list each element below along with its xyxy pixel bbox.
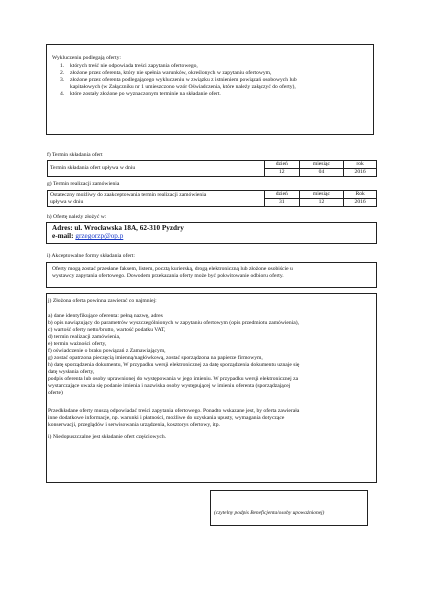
offer-content-line: e) termin ważności oferty,	[48, 341, 107, 347]
additional-info-line: Przedkładane oferty muszą odpowiadać treści zapytania ofertowego. Ponadto wskazane jest, by oferta zawierała	[48, 408, 300, 414]
exclusion-item	[60, 63, 297, 70]
submission-forms-line-2: wystawcy zapytania ofertowego. Dowodem przekazania oferty może być pokwitowanie odbioru oferty.	[52, 273, 284, 279]
completion-label-line-1: Ostateczny możliwy do zaakceptowania termin realizacji zamówienia	[50, 192, 207, 198]
offer-content-line: podpis oferenta lub osoby uprawnionej do występowania w jego imieniu. W przypadku wersji elektronicznej za	[48, 376, 299, 382]
exclusion-item-text: złożone przez oferenta, który nie spełnia warunków, określonych w zapytaniu ofertowym,	[70, 69, 272, 76]
submission-month: 04	[299, 169, 344, 177]
offer-content-line: h) datę sporządzenia dokumentu, W przypadku wersji elektronicznej za datę sporządzenia dokumentu uznaje się	[48, 362, 300, 368]
offer-content-line: oferte)	[48, 390, 63, 396]
exclusion-item	[60, 77, 297, 91]
offer-content-line: a) dane identyfikujące oferenta: pełną nazwę, adres	[48, 313, 163, 319]
col-year-header: rok	[344, 161, 377, 169]
section-f-heading: f) Termin składania ofert	[47, 152, 103, 158]
exclusion-item	[60, 70, 297, 77]
completion-day: 31	[265, 199, 300, 207]
completion-month: 12	[299, 199, 344, 207]
address-block	[52, 224, 184, 240]
offer-content-line: c) wartość oferty netto/brutto, wartość podatku VAT,	[48, 327, 166, 333]
exclusion-item-number: 2.	[60, 69, 65, 76]
col-month-header: miesiąc	[299, 161, 344, 169]
exclusion-item-text: których treść nie odpowiada treści zapytania ofertowego,	[70, 63, 198, 69]
signature-caption: (czytelny podpis Beneficjenta/osoby upoważnionej)	[214, 510, 325, 516]
offer-content-line: f) oświadczenie o braku powiązań z Zamawiającym,	[48, 348, 166, 354]
completion-deadline-table	[47, 190, 377, 207]
address-line: Adres: ul. Wrocławska 18A, 62-310 Pyzdry	[52, 224, 184, 232]
exclusion-item-number: 1.	[60, 63, 65, 69]
submission-deadline-table	[47, 160, 377, 177]
submission-day: 12	[265, 169, 300, 177]
additional-info-line: inne dodatkowe informacje, np. warunki i płatności, możliwe do uzyskania upusty, wymagania dotyczące	[48, 415, 285, 421]
signature-box	[210, 490, 368, 526]
offer-content-list	[48, 313, 299, 397]
submission-forms-line-1: Oferty mogą zostać przesłane faksem, listem, pocztą kurierską, drogą elektroniczną lub złożone osobiście u	[52, 266, 293, 272]
completion-deadline-label	[48, 191, 265, 207]
offer-content-line: d) termin realizacji zamówienia,	[48, 334, 121, 340]
email-label: e-mail:	[52, 232, 76, 241]
exclusion-list	[60, 63, 297, 98]
submission-deadline-label: Termin składania ofert upływa w dniu	[48, 161, 265, 177]
email-link[interactable]: grzegorzp@op.p	[75, 232, 124, 241]
col-day-header: dzień	[265, 191, 300, 199]
additional-info-text	[48, 408, 299, 429]
submission-year: 2016	[344, 169, 377, 177]
offer-content-line: b) opis nawiązujący do parametrów wyszczególnionych w zapytaniu ofertowym (opis przedmiotu zamówienia),	[48, 320, 300, 326]
exclusion-item-text: złożone przez oferenta podlegającego wykluczeniu w związku z istnieniem powiązań osobowych lub	[70, 76, 297, 83]
partial-offers-note: i) Niedopuszczalne jest składanie ofert częściowych.	[48, 434, 167, 440]
email-line	[52, 232, 184, 240]
offer-content-line: datę wysłania oferty,	[48, 369, 95, 375]
section-i-heading: i) Akceptowalne formy składania ofert:	[47, 253, 135, 259]
col-year-header: Rok	[344, 191, 377, 199]
exclusion-item-text: które zostały złożone po wyznaczonym terminie na składanie ofert.	[70, 90, 221, 97]
exclusion-item-number: 3.	[60, 76, 65, 83]
exclusion-item-number: 4.	[60, 90, 65, 97]
exclusion-item-text: kapitałowych (w Załączniku nr 1 umieszczono wzór Oświadczenia, które należy załączyć do oferty),	[70, 83, 296, 90]
completion-year: 2016	[344, 199, 377, 207]
additional-info-line: konserwacji, przeglądów i serwisowania urządzenia, kosztorys ofertowy, itp.	[48, 422, 220, 428]
submission-forms-text	[52, 266, 293, 280]
col-month-header: miesiąc	[299, 191, 344, 199]
section-j-heading: j) Złożona oferta powinna zawierać co najmniej:	[48, 298, 157, 304]
col-day-header: dzień	[265, 161, 300, 169]
offer-content-line: g) zostać opatrzona pieczęcią imienną/nagłówkową, zostać sporządzona na papierze firmowym,	[48, 355, 263, 361]
offer-content-line: wystarczające uważa się podanie imienia i nazwiska osoby występującej w imieniu oferenta (sporządzającej	[48, 383, 291, 389]
exclusion-item	[60, 91, 297, 98]
section-h-heading: h) Ofertę należy złożyć w:	[47, 214, 107, 220]
exclusion-intro: Wykluczeniu podlegają oferty:	[52, 55, 121, 61]
completion-label-line-2: upływa w dniu	[50, 198, 84, 205]
section-g-heading: g) Termin realizacji zamówienia	[47, 181, 120, 187]
